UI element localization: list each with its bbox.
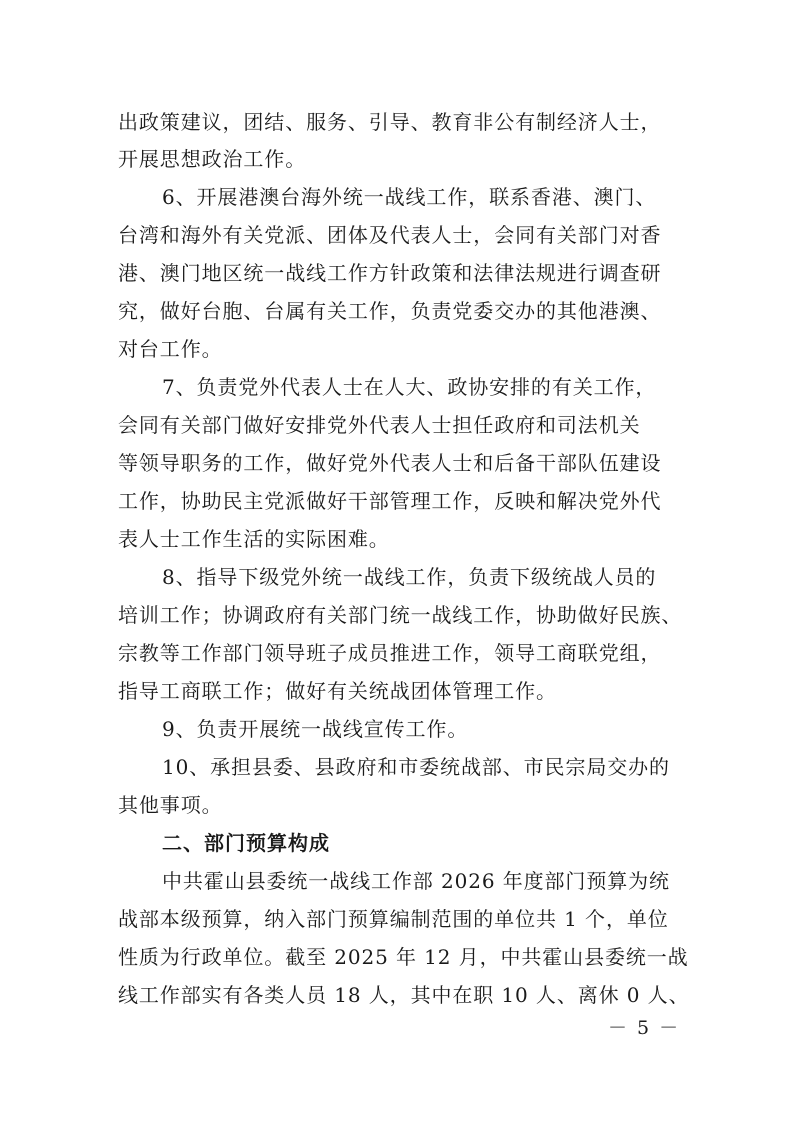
text-line: 其他事项。 <box>118 793 223 817</box>
text-line: 台湾和海外有关党派、团体及代表人士，会同有关部门对香 <box>118 223 662 247</box>
text-line: 对台工作。 <box>118 337 223 361</box>
text-line: 指导工商联工作；做好有关统战团体管理工作。 <box>118 679 557 703</box>
paragraph-item-9: 9、负责开展统一战线宣传工作。 <box>162 717 469 741</box>
text-line: 出政策建议，团结、服务、引导、教育非公有制经济人士， <box>118 110 662 134</box>
text-line: 战部本级预算，纳入部门预算编制范围的单位共 1 个，单位 <box>118 907 669 931</box>
page-number: － 5 － <box>608 1017 681 1039</box>
text-line: 港、澳门地区统一战线工作方针政策和法律法规进行调查研 <box>118 261 662 285</box>
text-line: 培训工作；协调政府有关部门统一战线工作，协助做好民族、 <box>118 603 683 627</box>
paragraph-item-10: 10、承担县委、县政府和市委统战部、市民宗局交办的 <box>162 755 670 779</box>
paragraph-item-7: 7、负责党外代表人士在人大、政协安排的有关工作， <box>162 375 657 399</box>
text-line: 开展思想政治工作。 <box>118 147 307 171</box>
section-heading: 二、部门预算构成 <box>162 831 330 855</box>
text-line: 表人士工作生活的实际困难。 <box>118 527 390 551</box>
text-line: 线工作部实有各类人员 18 人，其中在职 10 人、离休 0 人、 <box>118 983 690 1007</box>
text-line: 会同有关部门做好安排党外代表人士担任政府和司法机关 <box>118 413 641 437</box>
paragraph-item-6: 6、开展港澳台海外统一战线工作，联系香港、澳门、 <box>162 185 657 209</box>
text-line: 等领导职务的工作，做好党外代表人士和后备干部队伍建设 <box>118 451 662 475</box>
text-line: 性质为行政单位。截至 2025 年 12 月，中共霍山县委统一战 <box>118 945 689 969</box>
text-line: 宗教等工作部门领导班子成员推进工作，领导工商联党组， <box>118 641 662 665</box>
text-line: 工作，协助民主党派做好干部管理工作，反映和解决党外代 <box>118 489 662 513</box>
text-line: 究，做好台胞、台属有关工作，负责党委交办的其他港澳、 <box>118 299 662 323</box>
paragraph-item-8: 8、指导下级党外统一战线工作，负责下级统战人员的 <box>162 565 657 589</box>
paragraph-budget: 中共霍山县委统一战线工作部 2026 年度部门预算为统 <box>162 869 670 893</box>
